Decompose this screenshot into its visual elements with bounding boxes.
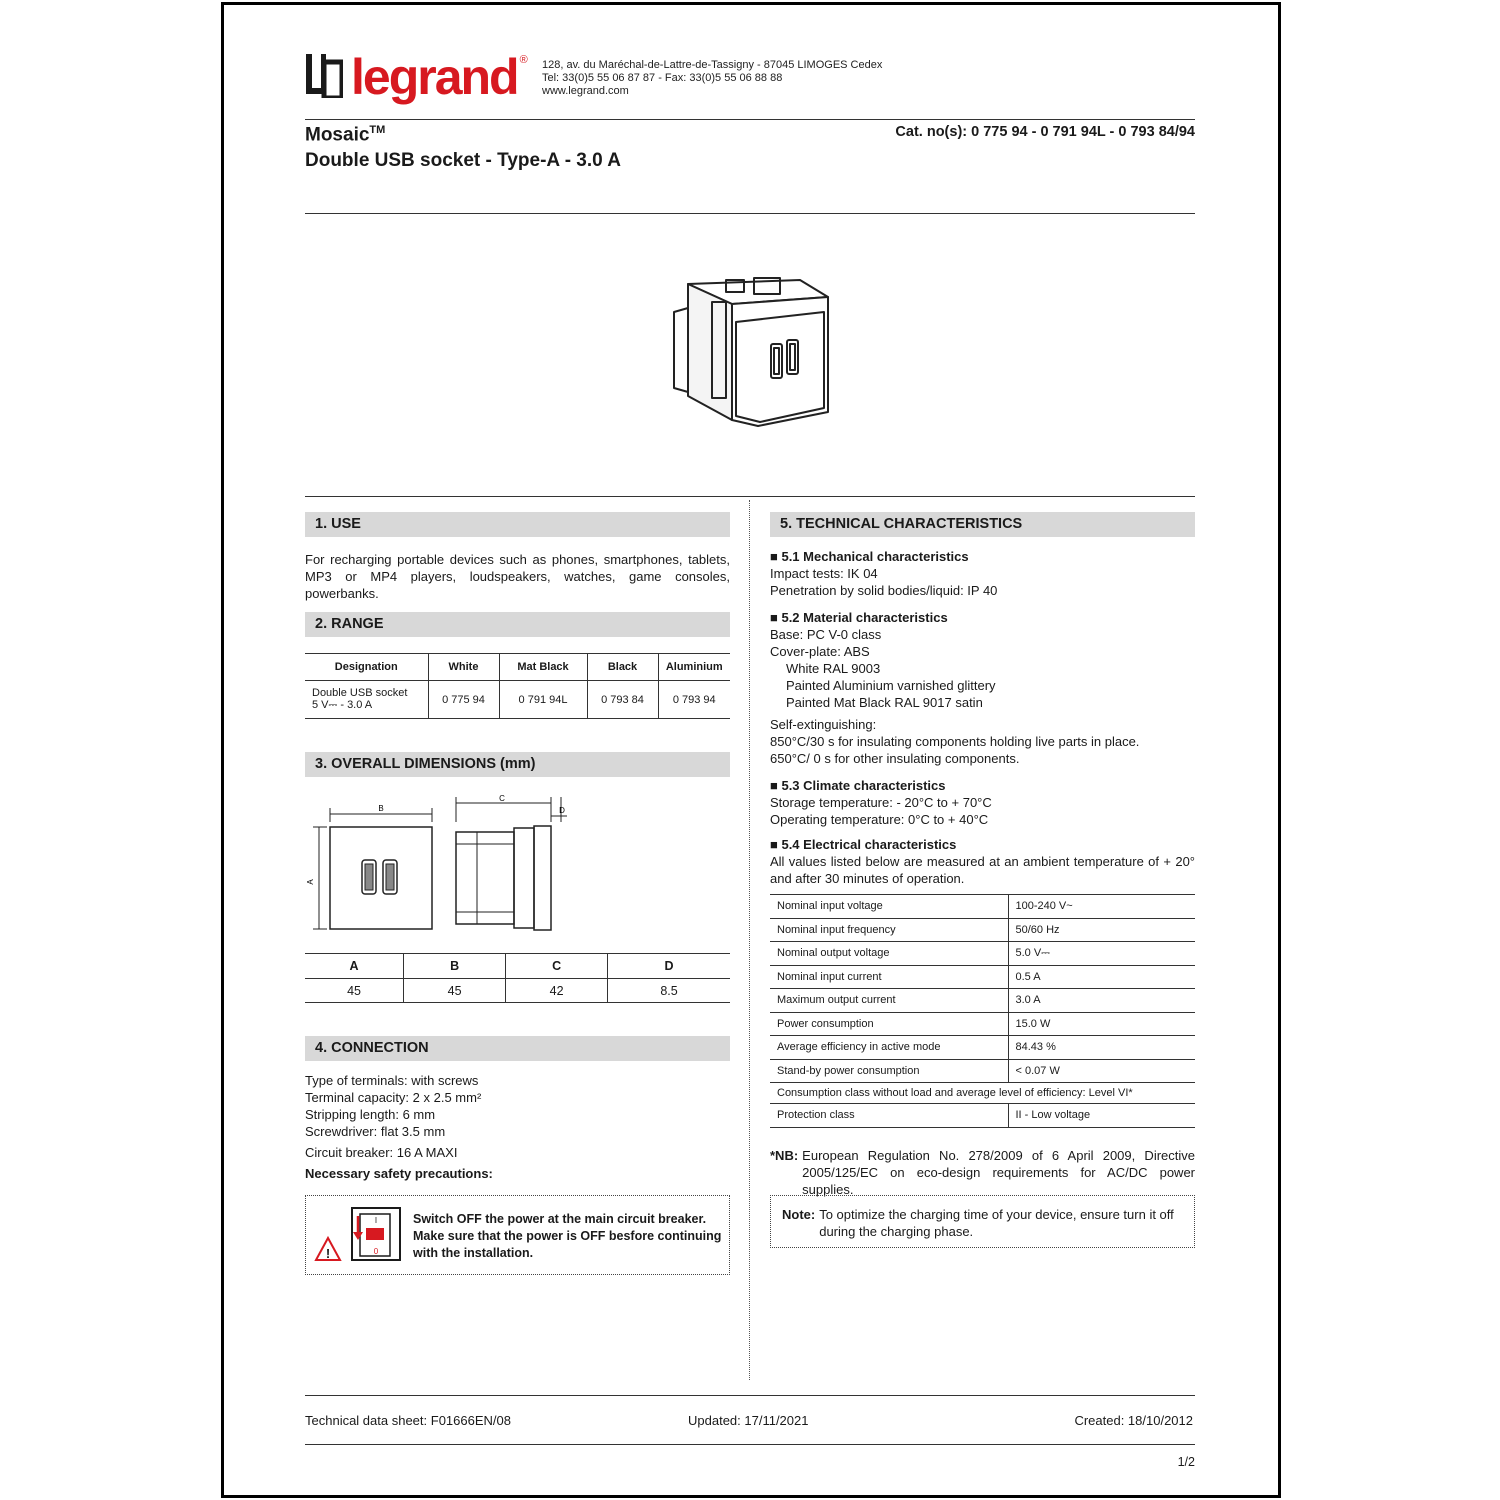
stripping-length: Stripping length: 6 mm <box>305 1107 436 1122</box>
col-white: White <box>428 654 499 681</box>
self-ext-other: 650°C/ 0 s for other insulating components. <box>770 751 1020 766</box>
nb-label: *NB: <box>770 1148 799 1163</box>
product-title: Double USB socket - Type-A - 3.0 A <box>305 150 622 171</box>
aluminium-cell: 0 793 94 <box>658 681 730 719</box>
brand-title: Mosaic™ <box>305 124 386 146</box>
circuit-breaker: Circuit breaker: 16 A MAXI <box>305 1145 458 1160</box>
table-row: Nominal input frequency 50/60 Hz <box>770 918 1195 942</box>
note-box <box>770 1195 1195 1248</box>
safety-title: Necessary safety precautions: <box>305 1166 493 1181</box>
registered-mark: ® <box>519 54 528 66</box>
climate-title: ■ 5.3 Climate characteristics <box>770 778 946 793</box>
svg-text:0: 0 <box>373 1247 379 1256</box>
dimension-drawing <box>305 792 575 942</box>
updated-date: Updated: 17/11/2021 <box>688 1413 809 1428</box>
table-row: Consumption class without load and average level of efficiency: Level VI* <box>770 1083 1195 1104</box>
designation-line: Double USB socket <box>312 687 408 699</box>
penetration: Penetration by solid bodies/liquid: IP 40 <box>770 583 998 598</box>
dims-header-row <box>305 954 730 979</box>
footer-bottom-divider <box>305 1444 1195 1445</box>
base-material: Base: PC V-0 class <box>770 627 882 642</box>
designation-rating: 5 V⎓ - 3.0 A <box>312 699 373 711</box>
black-cell: 0 793 84 <box>587 681 658 719</box>
self-ext-title: Self-extinguishing: <box>770 717 877 732</box>
header-divider <box>305 119 1195 120</box>
page-number: 1/2 <box>1177 1455 1195 1469</box>
logo-wordmark: legrand <box>351 49 518 105</box>
nb-note <box>770 1147 1195 1198</box>
table-row: Average efficiency in active mode 84.43 % <box>770 1036 1195 1060</box>
finish-aluminium: Painted Aluminium varnished glittery <box>786 678 996 693</box>
electrical-title: ■ 5.4 Electrical characteristics <box>770 837 957 852</box>
dimensions-table <box>305 953 730 1003</box>
note-content <box>782 1206 1187 1240</box>
dim-col-d: D <box>608 954 730 979</box>
connection-heading: 4. CONNECTION <box>305 1036 730 1061</box>
electrical-intro: All values listed below are measured at an ambient temperature of + 20° and after 30 minutes of operation. <box>770 854 1195 886</box>
storage-temp: Storage temperature: - 20°C to + 70°C <box>770 795 992 810</box>
self-ext-live: 850°C/30 s for insulating components holding live parts in place. <box>770 734 1140 749</box>
dim-col-a: A <box>305 954 404 979</box>
phone-line: Tel: 33(0)5 55 06 87 87 - Fax: 33(0)5 55 06 88 88 <box>542 72 783 84</box>
designation-cell <box>305 681 428 719</box>
table-row: Power consumption 15.0 W <box>770 1012 1195 1036</box>
electrical-table <box>770 894 1195 1128</box>
mat-black-cell: 0 791 94L <box>499 681 587 719</box>
company-address <box>542 59 882 98</box>
connection-specs <box>305 1072 493 1182</box>
svg-text:!: ! <box>325 1246 331 1261</box>
dim-col-c: C <box>506 954 608 979</box>
table-row <box>305 979 730 1003</box>
dim-value-c: 42 <box>506 979 608 1003</box>
impact-tests: Impact tests: IK 04 <box>770 566 878 581</box>
dim-value-d: 8.5 <box>608 979 730 1003</box>
col-designation: Designation <box>305 654 428 681</box>
nb-text: European Regulation No. 278/2009 of 6 April 2009, Directive 2005/125/EC on eco-design requirements for AC/DC power supplies. <box>802 1148 1195 1197</box>
finish-mat-black: Painted Mat Black RAL 9017 satin <box>786 695 983 710</box>
legrand-logo <box>305 49 528 105</box>
use-text: For recharging portable devices such as phones, smartphones, tablets, MP3 or MP4 players, loudspeakers, watches, game consoles, powerbanks. <box>305 552 730 601</box>
dim-label-d: D <box>559 806 565 815</box>
material-title: ■ 5.2 Material characteristics <box>770 610 948 625</box>
col-black: Black <box>587 654 658 681</box>
use-heading: 1. USE <box>305 512 730 537</box>
safety-box <box>305 1195 730 1275</box>
dim-value-b: 45 <box>404 979 506 1003</box>
col-aluminium: Aluminium <box>658 654 730 681</box>
table-row: Nominal input voltage 100-240 V~ <box>770 895 1195 919</box>
table-row <box>305 681 730 719</box>
screwdriver: Screwdriver: flat 3.5 mm <box>305 1124 446 1139</box>
range-table <box>305 653 730 719</box>
legrand-mark-icon <box>305 52 343 98</box>
table-row: Nominal output voltage 5.0 V⎓ <box>770 942 1195 966</box>
cover-material: Cover-plate: ABS <box>770 644 870 659</box>
section-divider <box>305 496 1195 497</box>
svg-text:I: I <box>374 1216 378 1225</box>
tech-characteristics <box>770 548 1195 887</box>
created-date: Created: 18/10/2012 <box>1074 1413 1193 1428</box>
table-row: Protection class II - Low voltage <box>770 1104 1195 1128</box>
product-image <box>670 272 832 432</box>
col-mat-black: Mat Black <box>499 654 587 681</box>
dim-col-b: B <box>404 954 506 979</box>
white-cell: 0 775 94 <box>428 681 499 719</box>
dim-label-c: C <box>499 794 505 803</box>
sheet-number: Technical data sheet: F01666EN/08 <box>305 1413 511 1428</box>
finish-white: White RAL 9003 <box>786 661 881 676</box>
dim-value-a: 45 <box>305 979 404 1003</box>
website-line[interactable]: www.legrand.com <box>542 85 629 97</box>
dim-label-b: B <box>378 804 384 813</box>
range-heading: 2. RANGE <box>305 612 730 637</box>
mechanical-title: ■ 5.1 Mechanical characteristics <box>770 549 969 564</box>
dimensions-heading: 3. OVERALL DIMENSIONS (mm) <box>305 752 730 777</box>
tech-heading: 5. TECHNICAL CHARACTERISTICS <box>770 512 1195 537</box>
note-text: To optimize the charging time of your device, ensure turn it off during the charging phase. <box>819 1207 1174 1239</box>
safety-text: Switch OFF the power at the main circuit breaker. Make sure that the power is OFF besfore continuing with the installation. <box>413 1212 722 1260</box>
table-row: Maximum output current 3.0 A <box>770 989 1195 1013</box>
table-row: Nominal input current 0.5 A <box>770 965 1195 989</box>
catalog-numbers: Cat. no(s): 0 775 94 - 0 791 94L - 0 793 84/94 <box>895 124 1195 140</box>
table-row: Stand-by power consumption < 0.07 W <box>770 1059 1195 1083</box>
terminal-capacity: Terminal capacity: 2 x 2.5 mm² <box>305 1090 482 1105</box>
address-line: 128, av. du Maréchal-de-Lattre-de-Tassigny - 87045 LIMOGES Cedex <box>542 59 883 71</box>
note-label: Note: <box>782 1207 816 1222</box>
title-divider <box>305 213 1195 214</box>
breaker-warning-icon <box>314 1206 414 1266</box>
dim-label-a: A <box>306 879 315 885</box>
range-header-row <box>305 654 730 681</box>
operating-temp: Operating temperature: 0°C to + 40°C <box>770 812 989 827</box>
footer-top-divider <box>305 1395 1195 1396</box>
column-separator <box>749 500 750 1380</box>
terminal-type: Type of terminals: with screws <box>305 1073 479 1088</box>
